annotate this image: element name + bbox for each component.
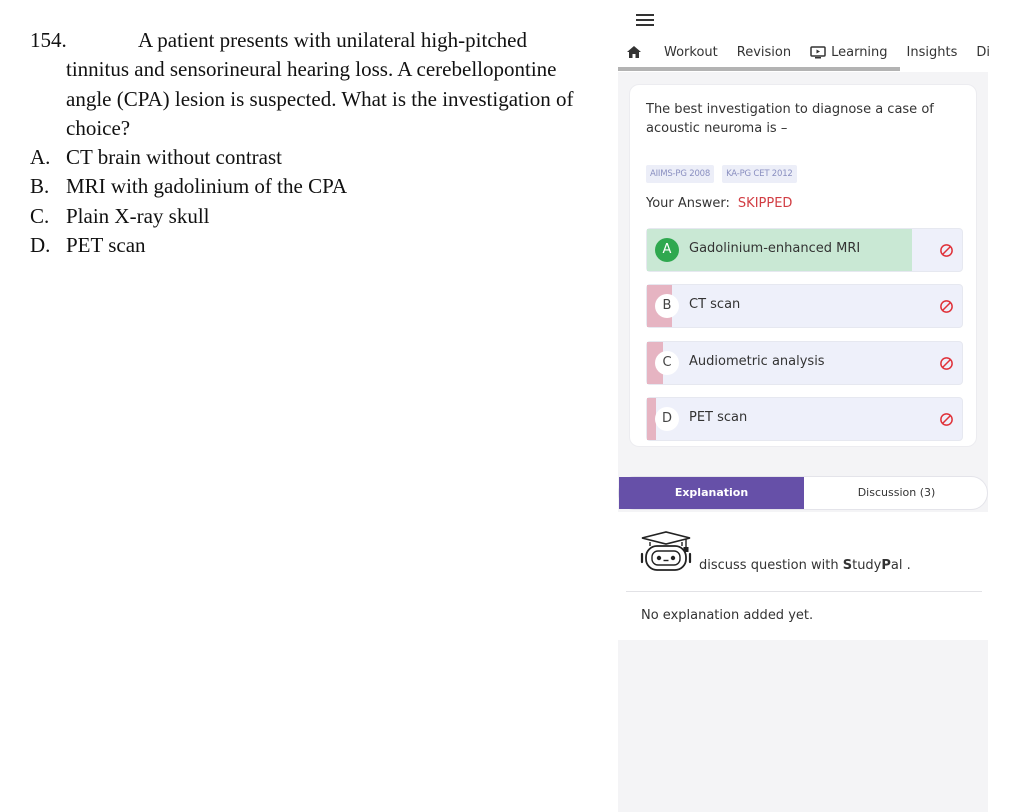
doc-option-text: Plain X-ray skull <box>66 203 210 228</box>
menu-icon[interactable] <box>636 12 654 28</box>
studypal-prompt[interactable] <box>699 558 911 573</box>
top-bar <box>618 0 988 72</box>
tab-learning[interactable] <box>810 45 887 60</box>
ban-icon[interactable] <box>939 356 954 371</box>
option-b[interactable] <box>646 284 963 328</box>
doc-option-text: PET scan <box>66 233 146 258</box>
explanation-panel <box>618 512 988 640</box>
doc-option-letter: C. <box>30 203 50 228</box>
option-text: Audiometric analysis <box>689 354 825 369</box>
home-icon <box>626 45 642 59</box>
nav-tabs <box>618 38 1009 66</box>
no-explanation-text: No explanation added yet. <box>641 608 814 623</box>
exam-tags <box>646 165 805 183</box>
option-c[interactable] <box>646 341 963 385</box>
your-answer-label: Your Answer: <box>646 196 730 211</box>
doc-option-letter: D. <box>30 233 51 258</box>
robot-graduate-icon[interactable] <box>638 530 694 574</box>
doc-option-text: CT brain without contrast <box>66 145 282 170</box>
studypal-p: P <box>881 558 891 573</box>
divider <box>626 591 982 592</box>
option-letter: C <box>655 351 679 375</box>
option-text: CT scan <box>689 297 741 312</box>
option-d[interactable] <box>646 397 963 441</box>
doc-option-letter: A. <box>30 145 51 170</box>
tab-discussions[interactable]: Di <box>976 44 990 60</box>
your-answer <box>646 196 792 211</box>
answer-status: SKIPPED <box>737 196 793 211</box>
tab-home[interactable] <box>626 45 642 59</box>
option-a[interactable] <box>646 228 963 272</box>
tab-explanation[interactable]: Explanation <box>619 477 804 509</box>
question-text: A patient presents with unilateral high-pitched tinnitus and sensorineural hearing loss. A cerebellopontine angle (CPA) lesion is suspected. What is the investigation of choice? <box>66 28 574 140</box>
tab-insights[interactable]: Insights <box>906 44 958 60</box>
doc-option-letter: B. <box>30 174 50 199</box>
option-text: Gadolinium-enhanced MRI <box>689 241 861 256</box>
tab-discussion[interactable]: Discussion (3) <box>857 486 936 499</box>
play-icon <box>810 46 826 59</box>
doc-option-b <box>30 172 590 201</box>
ban-icon[interactable] <box>939 243 954 258</box>
question-app-panel <box>618 0 988 812</box>
doc-option-text: MRI with gadolinium of the CPA <box>66 174 347 199</box>
option-letter: B <box>655 294 679 318</box>
option-letter: A <box>655 238 679 262</box>
doc-option-c <box>30 202 590 231</box>
studypal-al: al . <box>890 558 911 573</box>
option-text: PET scan <box>689 410 748 425</box>
exam-tag: AIIMS-PG 2008 <box>646 165 714 183</box>
option-letter: D <box>655 407 679 431</box>
ban-icon[interactable] <box>939 412 954 427</box>
doc-option-a <box>30 143 590 172</box>
tab-workout[interactable]: Workout <box>664 44 718 60</box>
doc-option-d <box>30 231 590 260</box>
card-question-text: The best investigation to diagnose a case of acoustic neuroma is – <box>646 102 934 136</box>
tab-revision[interactable]: Revision <box>736 44 792 60</box>
ban-icon[interactable] <box>939 299 954 314</box>
question-document <box>30 26 590 260</box>
discuss-prefix: discuss question with <box>699 558 843 573</box>
studypal-s: S <box>842 558 853 573</box>
question-card <box>629 84 977 447</box>
tab-scroll-indicator <box>618 67 900 71</box>
studypal-tudy: tudy <box>852 558 882 573</box>
question-number: 154. <box>30 28 67 52</box>
tab-learning-label: Learning <box>831 44 888 60</box>
explanation-discussion-toggle <box>618 476 988 510</box>
exam-tag: KA-PG CET 2012 <box>722 165 797 183</box>
question-block <box>30 26 590 143</box>
